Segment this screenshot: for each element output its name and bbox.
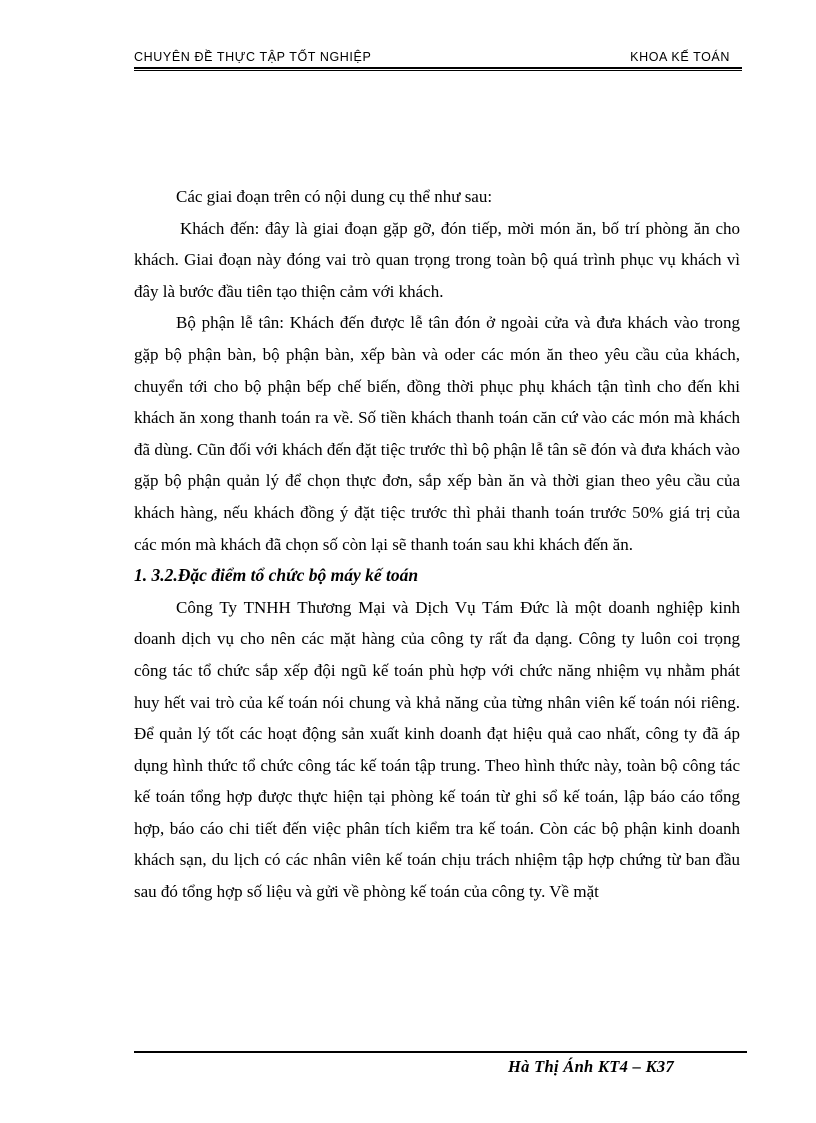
paragraph-reception: Bộ phận lễ tân: Khách đến được lễ tân đón ở ngoài cửa và đưa khách vào trong gặp bộ phận bàn, bộ phận bàn, xếp bàn và oder các món ăn theo yêu cầu của khách, chuyển tới cho bộ phận bếp chế biến, đồng thời phục phụ khách tận tình cho đến khi khách ăn xong thanh toán ra về. Số tiền khách thanh toán căn cứ vào các món mà khách đã dùng. Cũn đối với khách đến đặt tiệc trước thì bộ phận lễ tân sẽ đón và đưa khách vào gặp bộ phận quản lý để chọn thực đơn, sắp xếp bàn ăn và thời gian theo yêu cầu của khách hàng, nếu khách đồng ý đặt tiệc trước thì phải thanh toán trước 50% giá trị của các món mà khách đã chọn số còn lại sẽ thanh toán sau khi khách đến ăn. xyxy=(134,313,740,554)
document-body xyxy=(134,181,740,908)
header-divider xyxy=(134,67,742,71)
footer-divider xyxy=(134,1051,747,1053)
footer-author: Hà Thị Ánh KT4 – K37 xyxy=(508,1057,674,1076)
page-header xyxy=(134,50,742,68)
paragraph-guest-arrival: Khách đến: đây là giai đoạn gặp gỡ, đón tiếp, mời món ăn, bố trí phòng ăn cho khách. Giai đoạn này đóng vai trò quan trọng trong toàn bộ quá trình phục vụ khách vì đây là bước đầu tiên tạo thiện cảm với khách. xyxy=(134,218,740,301)
header-title: CHUYÊN ĐỀ THỰC TẬP TỐT NGHIỆP xyxy=(134,50,372,64)
section-heading: 1. 3.2.Đặc điểm tổ chức bộ máy kế toán xyxy=(134,565,419,586)
paragraph-intro: Các giai đoạn trên có nội dung cụ thể như sau: xyxy=(176,187,493,206)
header-department: KHOA KẾ TOÁN xyxy=(630,50,730,64)
paragraph-accounting: Công Ty TNHH Thương Mại và Dịch Vụ Tám Đức là một doanh nghiệp kinh doanh dịch vụ cho nên các mặt hàng của công ty rất đa dạng. Công ty luôn coi trọng công tác tổ chức sắp xếp đội ngũ kế toán phù hợp với chức năng nhiệm vụ nhằm phát huy hết vai trò của kế toán nói chung và khả năng của từng nhân viên kế toán nói riêng. Để quản lý tốt các hoạt động sản xuất kinh doanh đạt hiệu quả cao nhất, công ty đã áp dụng hình thức tổ chức công tác kế toán tập trung. Theo hình thức này, toàn bộ công tác kế toán tổng hợp được thực hiện tại phòng kế toán từ ghi sổ kế toán, lập báo cáo tổng hợp, báo cáo chi tiết đến việc phân tích kiểm tra kế toán. Còn các bộ phận kinh doanh khách sạn, du lịch có các nhân viên kế toán chịu trách nhiệm tập hợp chứng từ ban đầu sau đó tổng hợp số liệu và gửi về phòng kế toán của công ty. Về mặt xyxy=(134,597,740,902)
